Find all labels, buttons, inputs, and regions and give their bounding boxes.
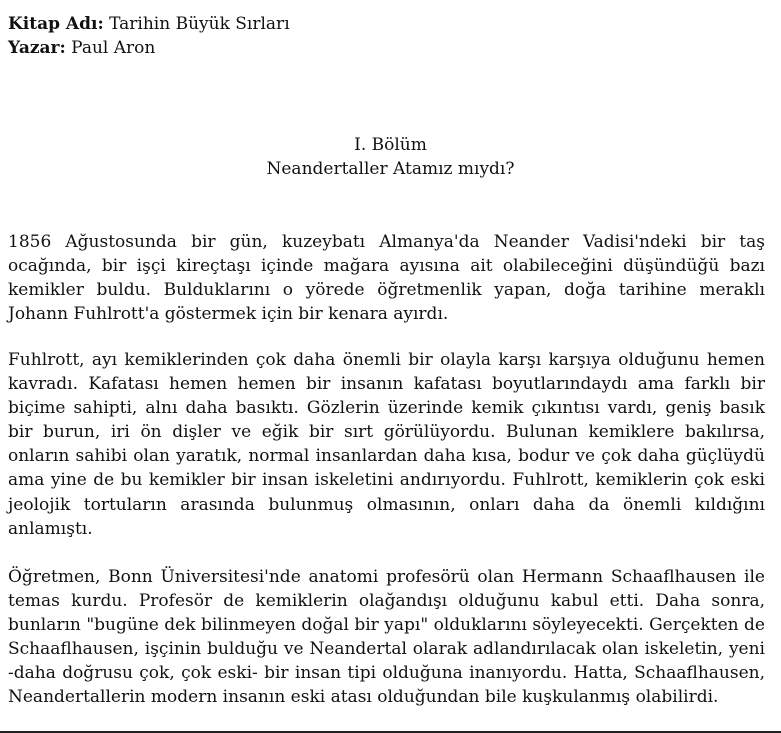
paragraph-1: 1856 Ağustosunda bir gün, kuzeybatı Almanya'da Neander Vadisi'ndeki bir taş ocağında, bir işçi kireçtaşı içinde mağara ayısına ait olabileceğini düşündüğü bazı kemikler buldu. Bulduklarını o yörede öğretmenlik yapan, doğa tarihine meraklı Johann Fuhlrott'a göstermek için bir kenara ayırdı. — [8, 232, 765, 325]
chapter-title: Neandertaller Atamız mıydı? — [266, 159, 515, 179]
book-metadata — [8, 12, 290, 60]
chapter-number: I. Bölüm — [354, 135, 427, 155]
book-title-value: Tarihin Büyük Sırları — [109, 14, 290, 34]
chapter-heading — [0, 133, 781, 181]
author-value: Paul Aron — [71, 38, 156, 58]
author-line — [8, 36, 290, 60]
paragraph-3: Öğretmen, Bonn Üniversitesi'nde anatomi profesörü olan Hermann Schaaflhausen ile temas kurdu. Profesör de kemiklerin olağandışı olduğunu kabul etti. Daha sonra, bunların "bugüne dek bilinmeyen doğal bir yapı" olduklarını söyleyecekti. Gerçekten de Schaaflhausen, işçinin bulduğu ve Neandertal olarak adlandırılacak olan iskeletin, yeni -daha doğrusu çok, çok eski- bir insan tipi olduğuna inanıyordu. Hatta, Schaaflhausen, Neandertallerin modern insanın eski atası olduğundan bile kuşkulanmış olabilirdi. — [8, 567, 765, 708]
book-title-key: Kitap Adı: — [8, 14, 104, 34]
book-title-line — [8, 12, 290, 36]
paragraph-2: Fuhlrott, ayı kemiklerinden çok daha önemli bir olayla karşı karşıya olduğunu hemen kavradı. Kafatası hemen hemen bir insanın kafatası boyutlarındaydı ama farklı bir biçime sahipti, alnı daha basıktı. Gözlerin üzerinde kemik çıkıntısı vardı, geniş basık bir burun, iri ön dişler ve eğik bir sırt görülüyordu. Bulunan kemiklere bakılırsa, onların sahibi olan yaratık, normal insanlardan daha kısa, bodur ve çok daha güçlüydü ama yine de bu kemikler bir insan iskeletini andırıyordu. Fuhlrott, kemiklerin çok eski jeolojik tortuların arasında bulunmuş olmasının, onları daha da önemli kıldığını anlamıştı. — [8, 350, 765, 539]
author-key: Yazar: — [8, 38, 66, 58]
